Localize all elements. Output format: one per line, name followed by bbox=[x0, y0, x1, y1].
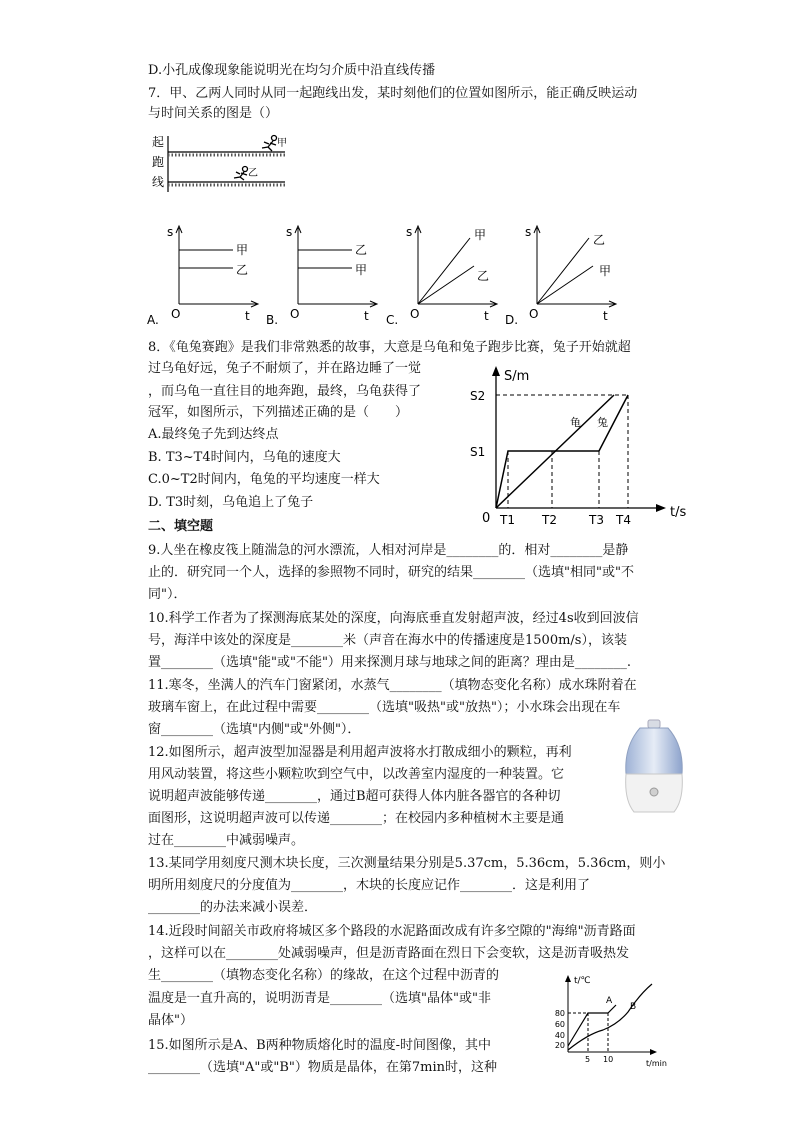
q7c-line-upper bbox=[418, 238, 470, 304]
question-12-line-5: 过在________中减弱噪声。 bbox=[148, 833, 305, 848]
question-9-line-2: 止的．研究同一个人，选择的参照物不同时，研究的结果________（选填"相同"或"不 bbox=[148, 565, 634, 580]
question-8-stem-4: 冠军，如图所示，下列描述正确的是（ ） bbox=[148, 405, 409, 420]
q7c-axis-s: s bbox=[406, 225, 413, 239]
q8-xlabel: t/s bbox=[670, 505, 687, 520]
q15-melting-chart bbox=[548, 972, 674, 1072]
q8-x-arrow bbox=[656, 504, 666, 512]
q7b-axis-s: s bbox=[286, 225, 293, 239]
question-14-line-5: 晶体"） bbox=[148, 1013, 193, 1028]
q15-ytick-60: 60 bbox=[554, 1020, 565, 1029]
question-9-line-3: 同"）． bbox=[148, 587, 187, 602]
q15-series-a-label: A bbox=[606, 996, 613, 1006]
section-fill-blank-heading: 二、填空题 bbox=[148, 519, 214, 534]
question-11-line-2: 玻璃车窗上，在此过程中需要________（选填"吸热"或"放热"）；小水珠会出现在车 bbox=[148, 700, 621, 715]
start-label-2: 跑 bbox=[152, 155, 165, 169]
q15-xlabel: t/min bbox=[646, 1059, 667, 1068]
question-15-line-2: ________（选填"A"或"B"）物质是晶体，在第7min时，这种 bbox=[148, 1060, 497, 1075]
question-12-line-4: 面图形，这说明超声波可以传递________；在校园内多种植树木主要是通 bbox=[148, 811, 565, 826]
question-8-stem-3: ，而乌龟一直往目的地奔跑，最终，乌龟获得了 bbox=[148, 384, 422, 399]
humidifier-image bbox=[618, 718, 690, 818]
q15-ytick-40: 40 bbox=[554, 1031, 565, 1040]
option-d-text: D.小孔成像现象能说明光在均匀介质中沿直线传播 bbox=[148, 63, 436, 78]
question-14-line-2: ，这样可以在________处减弱噪声，但是沥青路面在烈日下会变软，这是沥青吸热发 bbox=[148, 946, 630, 961]
question-15-line-1: 15.如图所示是A、B两种物质熔化时的温度-时间图像，其中 bbox=[148, 1038, 492, 1053]
question-14-line-4: 温度是一直升高的，说明沥青是________（选填"晶体"或"非 bbox=[148, 991, 491, 1006]
q7a-option-label: A. bbox=[147, 313, 159, 327]
q8-ylabel: S/m bbox=[504, 369, 530, 384]
q7c-lower-label: 乙 bbox=[477, 269, 490, 283]
q7a-origin: O bbox=[171, 307, 181, 321]
q15-xtick-10: 10 bbox=[603, 1055, 614, 1064]
q8-race-graph bbox=[464, 362, 700, 530]
question-14-line-3: 生________（填物态变化名称）的缘故，在这个过程中沥青的 bbox=[148, 968, 500, 983]
start-line-figure bbox=[150, 132, 290, 194]
q8-y-arrow bbox=[492, 366, 500, 376]
q7c-upper-label: 甲 bbox=[474, 228, 487, 242]
question-8-stem-2: 过乌龟好远，兔子不耐烦了，并在路边睡了一觉 bbox=[148, 361, 422, 376]
question-10-line-3: 置________（选填"能"或"不能"）用来探测月球与地球之间的距离？理由是________. bbox=[148, 655, 632, 670]
q7d-upper-label: 乙 bbox=[593, 233, 606, 247]
q8-ytick-s1: S1 bbox=[470, 445, 486, 459]
runner-a-label: 甲 bbox=[277, 138, 287, 149]
question-13-line-1: 13.某同学用刻度尺测木块长度，三次测量结果分别是5.37cm，5.36cm，5.36cm，则小 bbox=[148, 856, 666, 871]
question-8-option-a: A.最终兔子先到达终点 bbox=[148, 427, 279, 442]
question-8-stem: 8．《龟兔赛跑》是我们非常熟悉的故事，大意是乌龟和兔子跑步比赛，兔子开始就超 bbox=[148, 340, 631, 355]
q7c-axis-t: t bbox=[484, 309, 489, 323]
q8-xtick-t3: T3 bbox=[589, 513, 604, 527]
runner-b-label: 乙 bbox=[248, 168, 258, 179]
q7d-axis-s: s bbox=[525, 225, 532, 239]
humidifier-knob bbox=[650, 788, 658, 796]
q15-series-b-label: B bbox=[630, 1002, 637, 1012]
question-14-line-1: 14.近段时间韶关市政府将城区多个路段的水泥路面改成有许多空隙的"海绵"沥青路面 bbox=[148, 924, 636, 939]
q15-y-arrow bbox=[565, 975, 571, 982]
q7a-axis-s: s bbox=[167, 225, 174, 239]
q8-ytick-s2: S2 bbox=[470, 389, 486, 403]
question-7-stem-2: 与时间关系的图是（） bbox=[148, 106, 279, 121]
q15-y-tick-labels bbox=[555, 1009, 565, 1050]
q15-series-a bbox=[568, 1005, 616, 1046]
q7c-option-label: C. bbox=[386, 313, 399, 327]
humidifier-tank bbox=[626, 728, 682, 774]
question-7-stem: 7．甲、乙两人同时从同一起跑线出发，某时刻他们的位置如图所示，能正确反映运动 bbox=[148, 86, 638, 101]
q7-graph-a bbox=[145, 222, 260, 328]
q7-graph-d bbox=[503, 222, 618, 328]
q7d-lower-label: 甲 bbox=[599, 264, 612, 278]
q8-origin: 0 bbox=[482, 511, 491, 526]
runner-a-icon bbox=[262, 136, 277, 152]
q7d-line-upper bbox=[537, 238, 589, 304]
q7b-lower-label: 甲 bbox=[355, 263, 368, 277]
q7b-upper-label: 乙 bbox=[355, 243, 368, 257]
q15-ylabel: t/℃ bbox=[574, 976, 591, 986]
q7-graph-b bbox=[264, 222, 379, 328]
question-13-line-2: 明所用刻度尺的分度值为________，木块的长度应记作________．这是利用了 bbox=[148, 878, 591, 893]
q7c-origin: O bbox=[410, 307, 420, 321]
q8-xtick-t4: T4 bbox=[616, 513, 631, 527]
q15-xtick-5: 5 bbox=[585, 1055, 591, 1064]
question-11-line-3: 窗________（选填"内侧"或"外侧"）． bbox=[148, 722, 361, 737]
start-label-1: 起 bbox=[152, 135, 165, 149]
q8-turtle-label: 龟 bbox=[570, 416, 581, 429]
question-12-line-1: 12.如图所示，超声波型加湿器是利用超声波将水打散成细小的颗粒，再利 bbox=[148, 745, 572, 760]
question-12-line-2: 用风动装置，将这些小颗粒吹到空气中，以改善室内湿度的一种装置。它 bbox=[148, 767, 565, 782]
runner-b-icon bbox=[234, 167, 248, 181]
q7c-line-lower bbox=[418, 266, 474, 304]
q7a-axis-t: t bbox=[245, 309, 250, 323]
q7-graph-c bbox=[384, 222, 499, 328]
q8-rabbit-label: 兔 bbox=[597, 416, 608, 429]
question-8-option-d: D. T3时刻，乌龟追上了兔子 bbox=[148, 495, 314, 510]
q15-series-b bbox=[568, 984, 652, 1050]
q7b-axis-t: t bbox=[364, 309, 369, 323]
q8-xtick-t2: T2 bbox=[542, 513, 557, 527]
question-8-option-b: B. T3~T4时间内，乌龟的速度大 bbox=[148, 450, 341, 465]
question-13-line-3: ________的办法来减小误差． bbox=[148, 900, 318, 915]
q15-ytick-80: 80 bbox=[554, 1009, 565, 1018]
q15-ytick-20: 20 bbox=[554, 1041, 565, 1050]
question-10-line-2: 号，海洋中该处的深度是________米（声音在海水中的传播速度是1500m/s），该装 bbox=[148, 633, 627, 648]
question-12-line-3: 说明超声波能够传递________，通过B超可获得人体内脏各器官的各种切 bbox=[148, 789, 561, 804]
question-8-option-c: C.0~T2时间内，龟兔的平均速度一样大 bbox=[148, 472, 380, 487]
start-label-3: 线 bbox=[152, 175, 165, 189]
q7b-option-label: B. bbox=[266, 313, 279, 327]
q7b-origin: O bbox=[290, 307, 300, 321]
q7d-origin: O bbox=[529, 307, 539, 321]
q7d-line-lower bbox=[537, 266, 593, 304]
q8-xtick-t1: T1 bbox=[500, 513, 515, 527]
question-9-line-1: 9.人坐在橡皮筏上随湍急的河水漂流，人相对河岸是________的．相对________是静 bbox=[148, 543, 629, 558]
q7d-axis-t: t bbox=[603, 309, 608, 323]
q7a-upper-label: 甲 bbox=[236, 243, 249, 257]
q7d-option-label: D. bbox=[505, 313, 519, 327]
q8-rabbit-line bbox=[496, 395, 628, 508]
q7a-lower-label: 乙 bbox=[236, 263, 249, 277]
humidifier-nozzle bbox=[648, 720, 660, 728]
question-11-line-1: 11.寒冬，坐满人的汽车门窗紧闭，水蒸气________（填物态变化名称）成水珠附着在 bbox=[148, 678, 637, 693]
q15-x-arrow bbox=[650, 1049, 657, 1055]
question-10-line-1: 10.科学工作者为了探测海底某处的深度，向海底垂直发射超声波，经过4s收到回波信 bbox=[148, 611, 639, 626]
